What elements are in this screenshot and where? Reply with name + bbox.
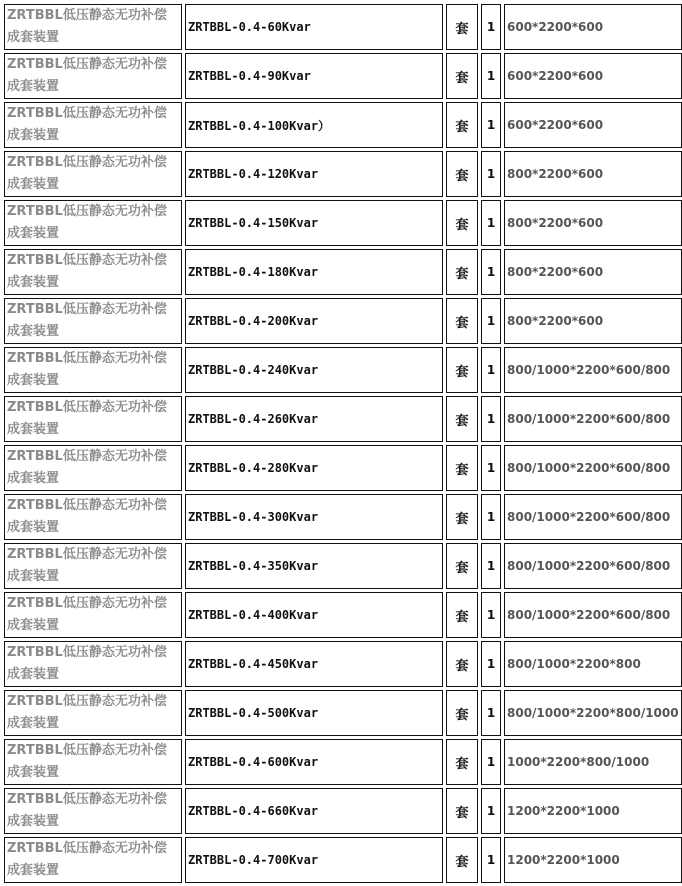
dimensions-cell: 600*2200*600 bbox=[504, 102, 682, 148]
table-row bbox=[4, 739, 682, 785]
product-name-cell: ZRTBBL低压静态无功补偿成套装置 bbox=[4, 249, 182, 295]
dimensions-cell: 800/1000*2200*600/800 bbox=[504, 445, 682, 491]
model-cell: ZRTBBL-0.4-700Kvar bbox=[185, 837, 443, 883]
unit-cell: 套 bbox=[446, 690, 478, 736]
unit-cell: 套 bbox=[446, 249, 478, 295]
model-cell: ZRTBBL-0.4-600Kvar bbox=[185, 739, 443, 785]
dimensions-cell: 1200*2200*1000 bbox=[504, 837, 682, 883]
model-cell: ZRTBBL-0.4-350Kvar bbox=[185, 543, 443, 589]
product-name-cell: ZRTBBL低压静态无功补偿成套装置 bbox=[4, 445, 182, 491]
quantity-cell: 1 bbox=[481, 396, 501, 442]
model-cell: ZRTBBL-0.4-200Kvar bbox=[185, 298, 443, 344]
quantity-cell: 1 bbox=[481, 249, 501, 295]
dimensions-cell: 800/1000*2200*600/800 bbox=[504, 543, 682, 589]
dimensions-cell: 600*2200*600 bbox=[504, 4, 682, 50]
dimensions-cell: 800/1000*2200*600/800 bbox=[504, 494, 682, 540]
quantity-cell: 1 bbox=[481, 200, 501, 246]
quantity-cell: 1 bbox=[481, 102, 501, 148]
table-row bbox=[4, 102, 682, 148]
table-row bbox=[4, 445, 682, 491]
dimensions-cell: 800/1000*2200*600/800 bbox=[504, 347, 682, 393]
quantity-cell: 1 bbox=[481, 837, 501, 883]
quantity-cell: 1 bbox=[481, 298, 501, 344]
model-cell: ZRTBBL-0.4-60Kvar bbox=[185, 4, 443, 50]
dimensions-cell: 800/1000*2200*800/1000 bbox=[504, 690, 682, 736]
product-name-cell: ZRTBBL低压静态无功补偿成套装置 bbox=[4, 592, 182, 638]
dimensions-cell: 600*2200*600 bbox=[504, 53, 682, 99]
table-row bbox=[4, 592, 682, 638]
unit-cell: 套 bbox=[446, 592, 478, 638]
quantity-cell: 1 bbox=[481, 53, 501, 99]
product-name-cell: ZRTBBL低压静态无功补偿成套装置 bbox=[4, 53, 182, 99]
dimensions-cell: 800*2200*600 bbox=[504, 249, 682, 295]
table-row bbox=[4, 4, 682, 50]
quantity-cell: 1 bbox=[481, 592, 501, 638]
dimensions-cell: 800*2200*600 bbox=[504, 151, 682, 197]
unit-cell: 套 bbox=[446, 200, 478, 246]
table-row bbox=[4, 347, 682, 393]
product-name-cell: ZRTBBL低压静态无功补偿成套装置 bbox=[4, 494, 182, 540]
dimensions-cell: 800*2200*600 bbox=[504, 298, 682, 344]
dimensions-cell: 800/1000*2200*600/800 bbox=[504, 592, 682, 638]
model-cell: ZRTBBL-0.4-500Kvar bbox=[185, 690, 443, 736]
product-name-cell: ZRTBBL低压静态无功补偿成套装置 bbox=[4, 4, 182, 50]
quantity-cell: 1 bbox=[481, 690, 501, 736]
product-name-cell: ZRTBBL低压静态无功补偿成套装置 bbox=[4, 347, 182, 393]
table-row bbox=[4, 151, 682, 197]
unit-cell: 套 bbox=[446, 4, 478, 50]
quantity-cell: 1 bbox=[481, 494, 501, 540]
unit-cell: 套 bbox=[446, 151, 478, 197]
quantity-cell: 1 bbox=[481, 445, 501, 491]
product-name-cell: ZRTBBL低压静态无功补偿成套装置 bbox=[4, 396, 182, 442]
dimensions-cell: 1200*2200*1000 bbox=[504, 788, 682, 834]
quantity-cell: 1 bbox=[481, 788, 501, 834]
unit-cell: 套 bbox=[446, 494, 478, 540]
model-cell: ZRTBBL-0.4-260Kvar bbox=[185, 396, 443, 442]
product-name-cell: ZRTBBL低压静态无功补偿成套装置 bbox=[4, 200, 182, 246]
unit-cell: 套 bbox=[446, 445, 478, 491]
unit-cell: 套 bbox=[446, 543, 478, 589]
unit-cell: 套 bbox=[446, 837, 478, 883]
model-cell: ZRTBBL-0.4-100Kvar） bbox=[185, 102, 443, 148]
model-cell: ZRTBBL-0.4-90Kvar bbox=[185, 53, 443, 99]
table-row bbox=[4, 249, 682, 295]
quantity-cell: 1 bbox=[481, 347, 501, 393]
product-name-cell: ZRTBBL低压静态无功补偿成套装置 bbox=[4, 102, 182, 148]
product-table bbox=[1, 1, 682, 886]
model-cell: ZRTBBL-0.4-450Kvar bbox=[185, 641, 443, 687]
unit-cell: 套 bbox=[446, 347, 478, 393]
model-cell: ZRTBBL-0.4-400Kvar bbox=[185, 592, 443, 638]
product-name-cell: ZRTBBL低压静态无功补偿成套装置 bbox=[4, 298, 182, 344]
table-row bbox=[4, 690, 682, 736]
model-cell: ZRTBBL-0.4-180Kvar bbox=[185, 249, 443, 295]
model-cell: ZRTBBL-0.4-150Kvar bbox=[185, 200, 443, 246]
quantity-cell: 1 bbox=[481, 641, 501, 687]
model-cell: ZRTBBL-0.4-240Kvar bbox=[185, 347, 443, 393]
unit-cell: 套 bbox=[446, 641, 478, 687]
product-name-cell: ZRTBBL低压静态无功补偿成套装置 bbox=[4, 739, 182, 785]
table-row bbox=[4, 788, 682, 834]
unit-cell: 套 bbox=[446, 53, 478, 99]
model-cell: ZRTBBL-0.4-300Kvar bbox=[185, 494, 443, 540]
dimensions-cell: 800/1000*2200*600/800 bbox=[504, 396, 682, 442]
product-name-cell: ZRTBBL低压静态无功补偿成套装置 bbox=[4, 788, 182, 834]
table-row bbox=[4, 641, 682, 687]
product-name-cell: ZRTBBL低压静态无功补偿成套装置 bbox=[4, 690, 182, 736]
model-cell: ZRTBBL-0.4-280Kvar bbox=[185, 445, 443, 491]
table-row bbox=[4, 53, 682, 99]
table-row bbox=[4, 494, 682, 540]
unit-cell: 套 bbox=[446, 102, 478, 148]
table-row bbox=[4, 837, 682, 883]
product-name-cell: ZRTBBL低压静态无功补偿成套装置 bbox=[4, 543, 182, 589]
quantity-cell: 1 bbox=[481, 739, 501, 785]
table-row bbox=[4, 543, 682, 589]
table-row bbox=[4, 396, 682, 442]
quantity-cell: 1 bbox=[481, 4, 501, 50]
quantity-cell: 1 bbox=[481, 543, 501, 589]
product-name-cell: ZRTBBL低压静态无功补偿成套装置 bbox=[4, 641, 182, 687]
table-row bbox=[4, 200, 682, 246]
dimensions-cell: 800*2200*600 bbox=[504, 200, 682, 246]
quantity-cell: 1 bbox=[481, 151, 501, 197]
unit-cell: 套 bbox=[446, 788, 478, 834]
product-name-cell: ZRTBBL低压静态无功补偿成套装置 bbox=[4, 837, 182, 883]
dimensions-cell: 1000*2200*800/1000 bbox=[504, 739, 682, 785]
table-row bbox=[4, 298, 682, 344]
unit-cell: 套 bbox=[446, 298, 478, 344]
product-table-body bbox=[4, 4, 682, 883]
product-name-cell: ZRTBBL低压静态无功补偿成套装置 bbox=[4, 151, 182, 197]
dimensions-cell: 800/1000*2200*800 bbox=[504, 641, 682, 687]
model-cell: ZRTBBL-0.4-120Kvar bbox=[185, 151, 443, 197]
unit-cell: 套 bbox=[446, 396, 478, 442]
model-cell: ZRTBBL-0.4-660Kvar bbox=[185, 788, 443, 834]
unit-cell: 套 bbox=[446, 739, 478, 785]
